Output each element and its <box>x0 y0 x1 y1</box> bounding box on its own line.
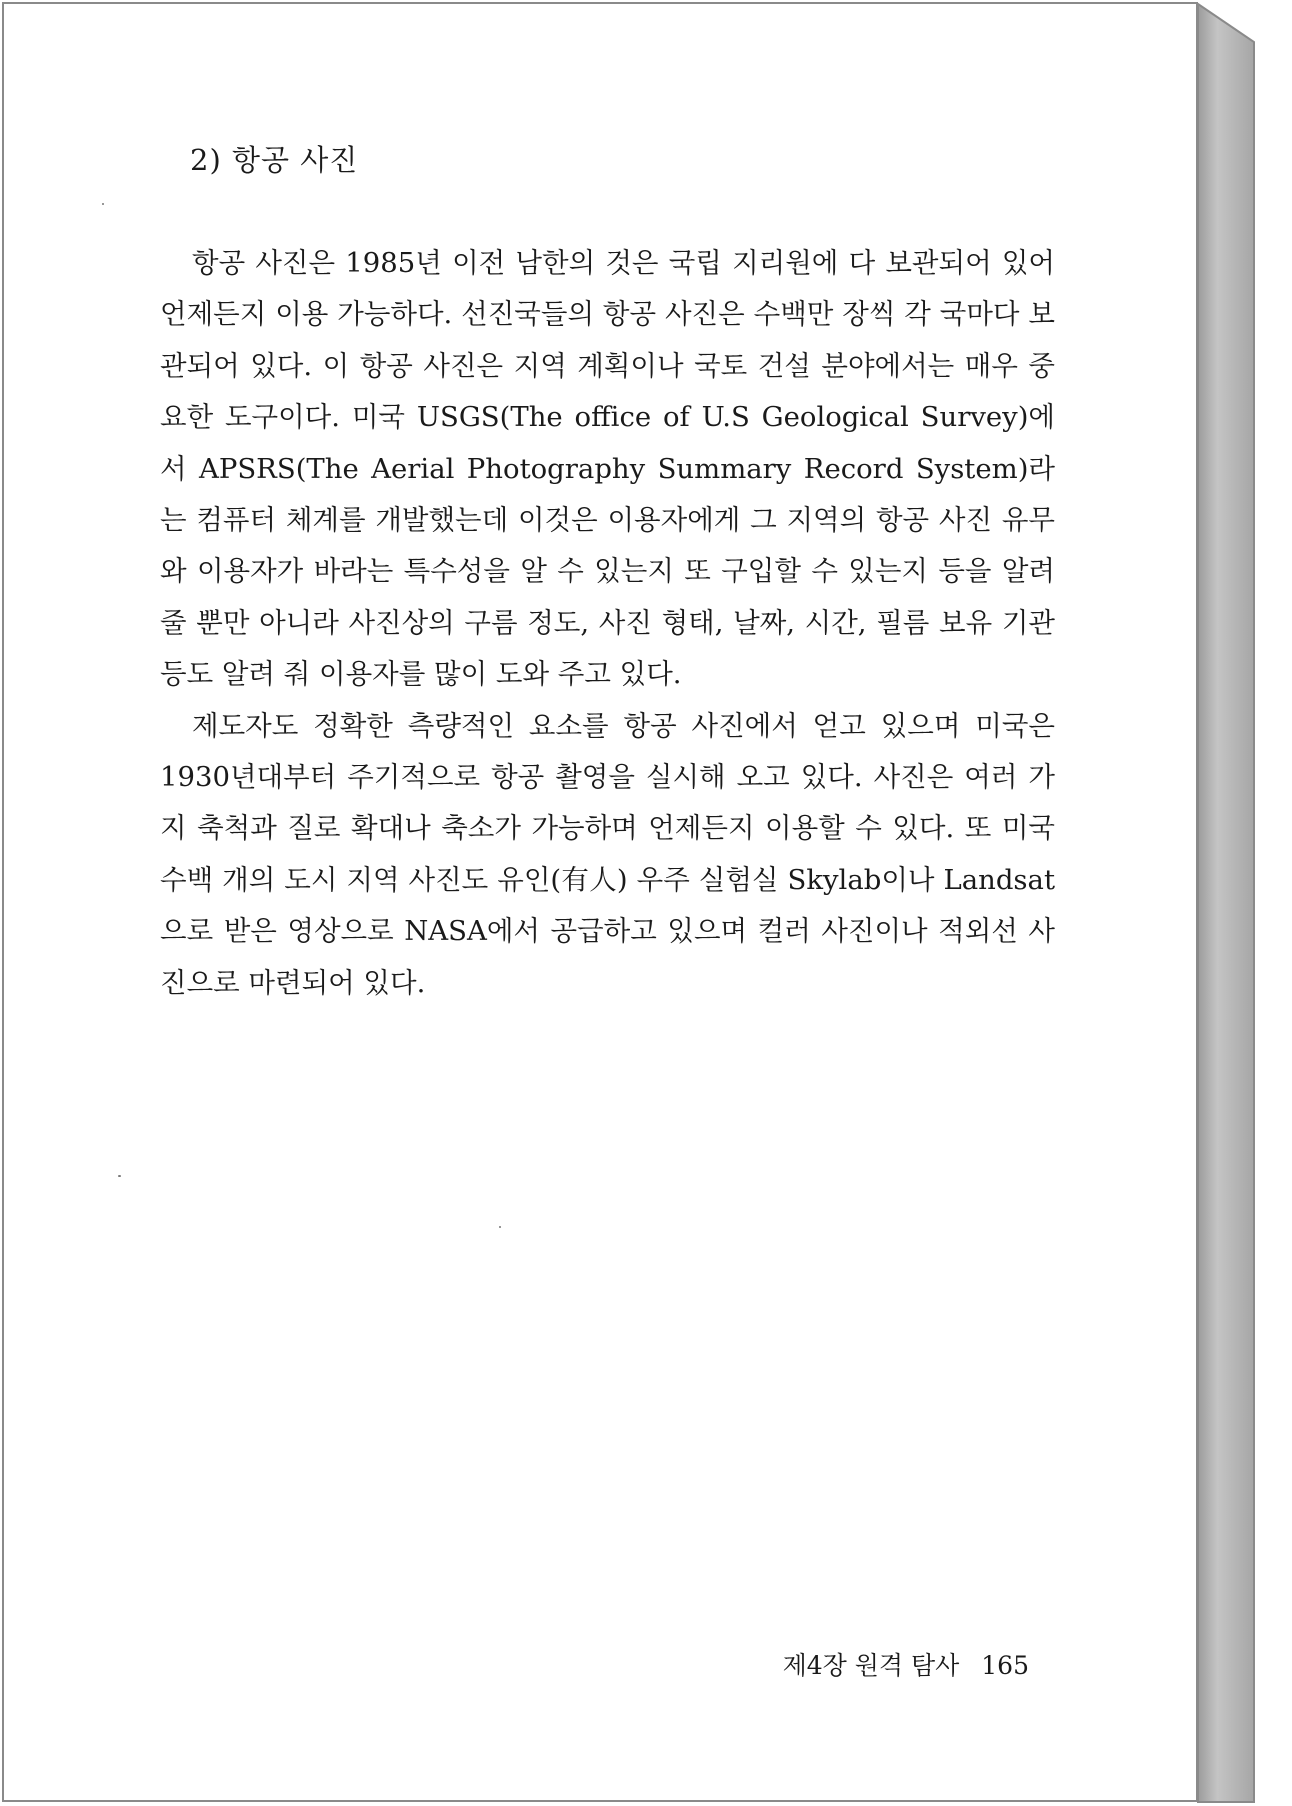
page-footer <box>783 1646 1029 1682</box>
body-text <box>160 238 1055 1009</box>
section-heading: 2) 항공 사진 <box>190 143 359 177</box>
chapter-title: 제4장 원격 탐사 <box>782 1651 960 1680</box>
scan-speck <box>499 1226 501 1228</box>
scan-speck <box>102 203 104 205</box>
scan-speck <box>118 1175 121 1177</box>
paragraph: 항공 사진은 1985년 이전 남한의 것은 국립 지리원에 다 보관되어 있어 언제든지 이용 가능하다. 선진국들의 항공 사진은 수백만 장씩 각 국마다 보관되어 있다. 이 항공 사진은 지역 계획이나 국토 건설 분야에서는 매우 중요한 도구이다. 미국 USGS(The office of U.S Geological Survey)에서 APSRS(The Aerial Photography Summary Record System)라는 컴퓨터 체계를 개발했는데 이것은 이용자에게 그 지역의 항공 사진 유무와 이용자가 바라는 특수성을 알 수 있는지 또 구입할 수 있는지 등을 알려줄 뿐만 아니라 사진상의 구름 정도, 사진 형태, 날짜, 시간, 필름 보유 기관 등도 알려 줘 이용자를 많이 도와 주고 있다. <box>160 247 1055 691</box>
paragraph: 제도자도 정확한 측량적인 요소를 항공 사진에서 얻고 있으며 미국은 1930년대부터 주기적으로 항공 촬영을 실시해 오고 있다. 사진은 여러 가지 축척과 질로 확대나 축소가 가능하며 언제든지 이용할 수 있다. 또 미국 수백 개의 도시 지역 사진도 유인(有人) 우주 실험실 Skylab이나 Landsat으로 받은 영상으로 NASA에서 공급하고 있으며 컬러 사진이나 적외선 사진으로 마련되어 있다. <box>160 709 1055 999</box>
page-number: 165 <box>981 1651 1029 1680</box>
